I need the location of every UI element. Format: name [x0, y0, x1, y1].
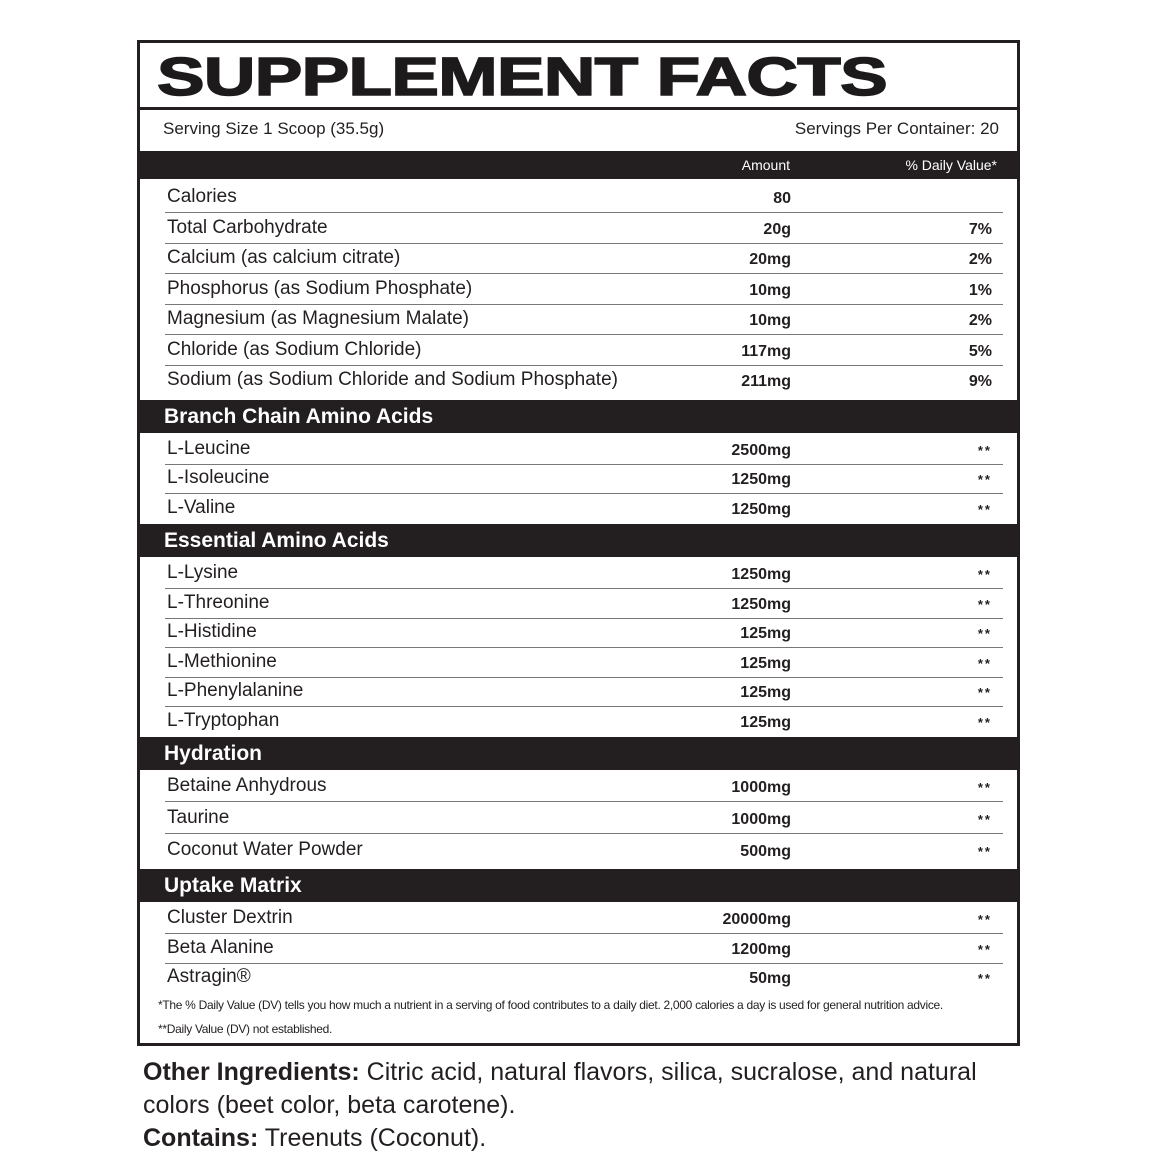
nutrient-row — [165, 304, 1003, 335]
nutrient-row — [165, 434, 1003, 465]
amount-column-header: Amount — [741, 157, 790, 173]
nutrient-name: Calories — [167, 186, 237, 207]
nutrient-name: Coconut Water Powder — [167, 839, 363, 860]
nutrient-amount: 1000mg — [731, 779, 791, 796]
nutrient-daily-value: 1% — [968, 281, 992, 299]
nutrient-daily-value: ** — [977, 501, 992, 517]
nutrient-name: Magnesium (as Magnesium Malate) — [167, 308, 470, 329]
section-header: Branch Chain Amino Acids — [140, 400, 1017, 433]
nutrient-row — [165, 182, 1003, 213]
nutrient-name: L-Leucine — [167, 437, 251, 459]
nutrient-daily-value: 7% — [968, 220, 992, 238]
nutrient-amount: 50mg — [749, 970, 791, 987]
nutrient-amount: 125mg — [740, 654, 791, 672]
nutrient-name: L-Threonine — [167, 591, 270, 613]
nutrient-amount: 1200mg — [731, 940, 791, 958]
nutrient-row — [165, 903, 1003, 934]
nutrient-daily-value: 2% — [968, 312, 992, 329]
not-established-footnote: **Daily Value (DV) not established. — [158, 1022, 333, 1036]
nutrient-amount: 1000mg — [731, 811, 791, 828]
nutrient-name: L-Phenylalanine — [167, 680, 304, 701]
column-header-bar — [140, 151, 1017, 179]
nutrient-daily-value: ** — [977, 971, 992, 986]
nutrient-row — [165, 213, 1003, 244]
nutrient-row — [165, 676, 1003, 707]
nutrient-daily-value: 9% — [968, 373, 992, 390]
nutrient-name: Sodium (as Sodium Chloride and Sodium Phosphate) — [167, 369, 618, 390]
nutrient-amount: 20000mg — [722, 911, 791, 928]
nutrient-name: Chloride (as Sodium Chloride) — [167, 338, 422, 360]
section-header: Essential Amino Acids — [140, 524, 1017, 557]
nutrient-amount: 125mg — [740, 684, 791, 701]
section-header: Hydration — [140, 737, 1017, 770]
nutrient-daily-value: ** — [977, 442, 992, 458]
nutrient-amount: 125mg — [740, 713, 791, 731]
contains-label: Contains: — [143, 1124, 259, 1152]
nutrient-daily-value: ** — [977, 812, 992, 827]
section-header: Uptake Matrix — [140, 869, 1017, 902]
nutrient-name: L-Methionine — [167, 650, 277, 672]
nutrient-amount: 1250mg — [731, 595, 791, 613]
nutrient-row — [165, 771, 1003, 802]
nutrient-row — [165, 706, 1003, 737]
nutrient-amount: 20g — [763, 220, 791, 238]
nutrient-amount: 1250mg — [731, 500, 791, 518]
nutrient-name: Cluster Dextrin — [167, 907, 293, 928]
contains-text: Treenuts (Coconut). — [258, 1124, 487, 1152]
other-ingredients-label: Other Ingredients: — [143, 1058, 360, 1086]
nutrient-amount: 125mg — [740, 625, 791, 642]
nutrient-daily-value: 2% — [968, 251, 992, 268]
nutrient-amount: 500mg — [740, 843, 791, 860]
nutrient-row — [165, 835, 1003, 866]
nutrient-amount: 1250mg — [731, 471, 791, 488]
nutrient-row — [165, 647, 1003, 678]
other-ingredients-text: Citric acid, natural flavors, silica, sucralose, and natural colors (beet color, beta carotene). — [143, 1058, 977, 1119]
nutrient-row — [165, 365, 1003, 396]
nutrient-daily-value: 5% — [968, 342, 992, 360]
nutrient-daily-value: ** — [977, 912, 992, 927]
nutrient-name: Calcium (as calcium citrate) — [167, 247, 401, 268]
nutrient-row — [165, 558, 1003, 589]
nutrient-daily-value: ** — [977, 472, 992, 487]
nutrient-name: L-Isoleucine — [167, 467, 270, 488]
nutrient-row — [165, 335, 1003, 366]
nutrient-daily-value: ** — [977, 567, 992, 582]
nutrient-daily-value: ** — [977, 626, 992, 641]
nutrient-amount: 211mg — [741, 373, 791, 390]
nutrient-row — [165, 933, 1003, 964]
panel-title: SUPPLEMENT FACTS — [157, 47, 888, 107]
nutrient-name: Total Carbohydrate — [167, 216, 328, 238]
nutrient-name: Beta Alanine — [167, 936, 274, 958]
nutrient-row — [165, 274, 1003, 305]
nutrient-amount: 20mg — [749, 251, 791, 268]
nutrient-daily-value: ** — [977, 844, 992, 859]
nutrient-row — [165, 962, 1003, 993]
nutrient-row — [165, 803, 1003, 834]
nutrient-amount: 117mg — [741, 342, 791, 360]
nutrient-daily-value: ** — [977, 714, 992, 730]
serving-size: Serving Size 1 Scoop (35.5g) — [163, 119, 385, 138]
nutrient-name: Astragin® — [167, 966, 251, 987]
nutrient-daily-value: ** — [977, 685, 992, 700]
nutrient-daily-value: ** — [977, 596, 992, 612]
other-ingredients-line — [143, 1056, 1023, 1122]
nutrient-daily-value: ** — [977, 655, 992, 671]
nutrient-name: L-Tryptophan — [167, 709, 280, 731]
nutrient-amount: 10mg — [749, 312, 791, 329]
nutrient-daily-value: ** — [977, 941, 992, 957]
nutrient-name: L-Valine — [167, 496, 236, 518]
daily-value-column-header: % Daily Value* — [905, 157, 997, 173]
nutrient-row — [165, 243, 1003, 274]
nutrient-name: Taurine — [167, 807, 230, 828]
nutrient-amount: 1250mg — [731, 566, 791, 583]
servings-per-container: Servings Per Container: 20 — [794, 119, 999, 138]
contains-line — [143, 1122, 1023, 1155]
nutrient-name: Betaine Anhydrous — [167, 775, 327, 796]
nutrient-row — [165, 588, 1003, 619]
nutrient-name: Phosphorus (as Sodium Phosphate) — [167, 277, 473, 299]
nutrient-daily-value: ** — [977, 780, 992, 795]
other-ingredients — [143, 1056, 1023, 1155]
nutrient-amount: 80 — [773, 190, 791, 207]
nutrient-amount: 2500mg — [731, 441, 791, 459]
supplement-facts-panel — [137, 40, 1020, 1046]
nutrient-name: L-Lysine — [167, 562, 239, 583]
dv-footnote: *The % Daily Value (DV) tells you how much a nutrient in a serving of food contributes to a daily diet. 2,000 calories a day is used for general nutrition advice. — [158, 998, 943, 1012]
nutrient-row — [165, 617, 1003, 648]
title-divider — [140, 107, 1017, 110]
nutrient-name: L-Histidine — [167, 621, 257, 642]
nutrient-row — [165, 493, 1003, 524]
nutrient-amount: 10mg — [749, 281, 791, 299]
nutrient-row — [165, 463, 1003, 494]
